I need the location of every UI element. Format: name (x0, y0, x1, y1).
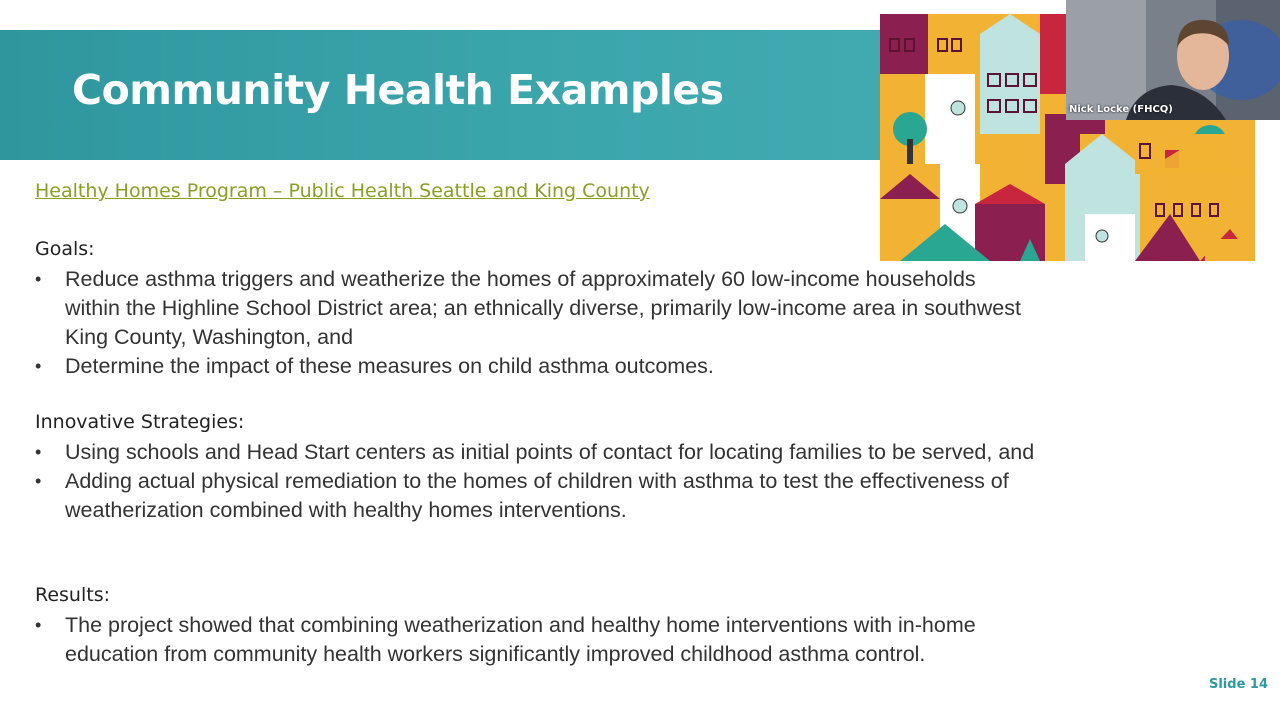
participant-video-graphic (1066, 0, 1280, 120)
result-text: The project showed that combining weatherization and healthy home interventions with in-home education from community health workers significantly improved childhood asthma control. (65, 613, 976, 666)
bullet-icon: • (35, 269, 42, 289)
list-item (35, 265, 1035, 352)
bullet-icon: • (35, 442, 42, 462)
goals-heading: Goals: (35, 238, 95, 260)
strategy-text: Using schools and Head Start centers as initial points of contact for locating families to be served, and (65, 440, 1035, 464)
list-item (35, 467, 1035, 525)
results-list (35, 611, 1035, 669)
slide-title: Community Health Examples (72, 66, 724, 114)
strategies-list (35, 438, 1035, 525)
healthy-homes-program-link[interactable]: Healthy Homes Program – Public Health Seattle and King County (35, 180, 650, 202)
participant-video-tile[interactable] (1066, 0, 1280, 120)
participant-name: Nick Locke (FHCQ) (1069, 104, 1173, 115)
goals-list (35, 265, 1035, 381)
list-item (35, 352, 1035, 381)
strategy-text: Adding actual physical remediation to the homes of children with asthma to test the effectiveness of weatherization combined with healthy homes interventions. (65, 469, 1009, 522)
goal-text: Reduce asthma triggers and weatherize the homes of approximately 60 low-income households within the Highline School District area; an ethnically diverse, primarily low-income area in southwest King County, Washington, and (65, 267, 1021, 349)
goal-text: Determine the impact of these measures on child asthma outcomes. (65, 354, 714, 378)
bullet-icon: • (35, 356, 42, 376)
bullet-icon: • (35, 471, 42, 491)
bullet-icon: • (35, 615, 42, 635)
list-item (35, 438, 1035, 467)
slide-number: Slide 14 (1208, 677, 1268, 692)
strategies-heading: Innovative Strategies: (35, 411, 245, 433)
results-heading: Results: (35, 584, 111, 606)
list-item (35, 611, 1035, 669)
